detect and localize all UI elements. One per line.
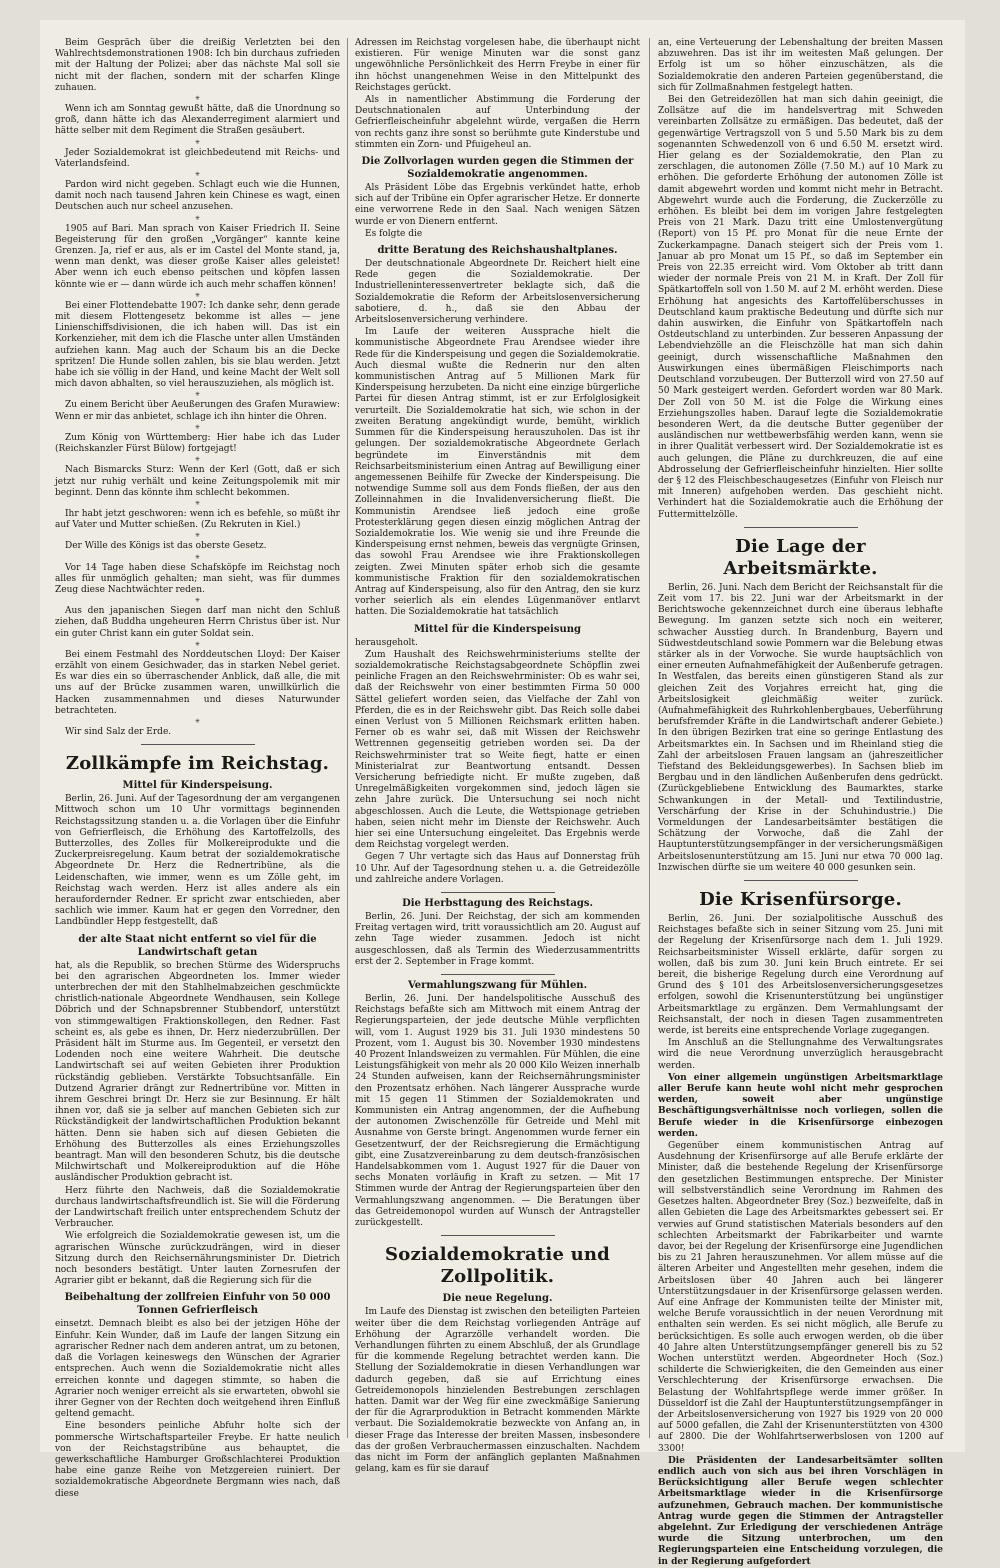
quote-paragraph: Wir sind Salz der Erde.: [65, 726, 172, 737]
separator-mark: ✳: [194, 553, 201, 561]
quote-paragraph: 1905 auf Bari. Man sprach von Kaiser Friedrich II. Seine Begeisterung für den großen „Vorgänger“ kannte keine Grenzen. Ja, rief er aus, als er im Castel del Monte stand, ja, wenn man denkt, was dieser große Kaiser alles geleistet! Aber wenn ich euch ebenso peitschen und köpfen lassen könnte wie er — dann würde ich auch mehr schaffen können!: [55, 223, 340, 290]
quote-paragraph: Vor 14 Tage haben diese Schafsköpfe im Reichstag noch alles für unmöglich gehalten; man sieht, was für dummes Zeug diese Nachtwächter reden.: [55, 562, 340, 595]
headline-zollkaempfe: Zollkämpfe im Reichstag.: [65, 753, 330, 775]
article-paragraph: Als in namentlicher Abstimmung die Forderung der Deutschnationalen auf Unterbindung der Gefrierfleischeinfuhr abgelehnt würde, vergaßen die Herrn von rechts ganz ihre sonst so berühmte gute Kinderstube und stimmten ein Zorn- und Pfuigeheul an.: [355, 95, 640, 150]
subhead-kinderspeisung: Mittel für Kinderspeisung.: [122, 780, 273, 792]
separator-mark: ✳: [194, 456, 201, 464]
article-paragraph: an, eine Verteuerung der Lebenshaltung der breiten Massen abzuwehren. Das ist ihr im weitesten Maß gelungen. Der Erfolg ist um so höher einzuschätzen, als die Sozialdemokratie den anderen Parteien gegenüberstand, die sich für Zollmaßnahmen festgelegt hatten.: [658, 38, 943, 93]
article-paragraph: Berlin, 26. Juni. Auf der Tagesordnung der am vergangenen Mittwoch schon um 10 Uhr vormittags beginnenden Reichstagssitzung standen u. a. die Vorlagen über die Einfuhr von Gefrierfleisch, die Erhöhung des Kartoffelzolls, des Butterzolles, des Zolles für Molkereiprodukte und die Zuckerpreisregelung. Kaum betrat der sozialdemokratische Abgeordnete Dr. Herz die Rednertribüne, als die Leidenschaften, wie immer, wenn es um Zölle geht, im Reichstag wach werden. Herz ist alles andere als ein heraufordernder Redner. Er spricht zwar entschieden, aber sachlich wie immer. Kaum hat er gegen den Vorredner, den Landbündler Hepp festgestellt, daß: [55, 794, 340, 928]
column-rule: [649, 38, 650, 1438]
separator-mark: ✳: [194, 391, 201, 399]
quote-paragraph: Der Wille des Königs ist das oberste Gesetz.: [65, 541, 267, 552]
article-paragraph: Wie erfolgreich die Sozialdemokratie gewesen ist, um die agrarischen Wünsche zurückzudrängen, wird in dieser Sitzung durch den Reichsernährungsminister Dr. Dietrich noch besonders bestätigt. Unter lauten Zornesrufen der Agrarier gibt er bekannt, daß die Regierung sich für die: [55, 1231, 340, 1287]
separator-mark: ✳: [194, 214, 201, 222]
headline-vermahlungszwang: Vermahlungszwang für Mühlen.: [407, 980, 588, 992]
column-2: [355, 38, 640, 1475]
separator-mark: ✳: [194, 532, 201, 540]
column-1: [55, 38, 340, 1499]
separator-mark: ✳: [194, 171, 201, 179]
inline-emphasis: Beibehaltung der zollfreien Einfuhr von 50 000 Tonnen Gefrierfleisch: [64, 1292, 331, 1317]
separator-mark: ✳: [194, 423, 201, 431]
separator-mark: ✳: [194, 499, 201, 507]
separator-mark: ✳: [194, 640, 201, 648]
inline-emphasis: der alte Staat nicht entfernt so viel für die Landwirtschaft getan: [78, 933, 317, 958]
article-paragraph: Von einer allgemein ungünstigen Arbeitsmarktlage aller Berufe kann heute wohl nicht mehr gesprochen werden, soweit aber ungünstige Beschäftigungsverhältnisse noch vorliegen, sollen die Berufe wieder in die Krisenfürsorge einbezogen werden.: [658, 1072, 943, 1139]
quote-paragraph: Wenn ich am Sonntag gewußt hätte, daß die Unordnung so groß, dann hätte ich das Alexanderregiment alarmiert und hätte selber mit dem Regiment die Straßen gesäubert.: [55, 104, 340, 137]
quote-paragraph: Ihr habt jetzt geschworen: wenn ich es befehle, so müßt ihr auf Vater und Mutter schießen. (Zu Rekruten in Kiel.): [55, 508, 340, 531]
subhead-haushaltplan: dritte Beratung des Reichshaushaltplanes.: [377, 245, 618, 257]
article-paragraph: Es folgte die: [365, 228, 423, 239]
section-divider: [441, 892, 555, 893]
headline-krisenfuersorge: Die Krisenfürsorge.: [699, 889, 902, 911]
headline-sozialdemokratie-zollpolitik: Sozialdemokratie und Zollpolitik.: [385, 1244, 610, 1288]
article-paragraph: einsetzt. Demnach bleibt es also bei der jetzigen Höhe der Einfuhr. Kein Wunder, daß im Laufe der langen Sitzung ein agrarischer Redner nach dem anderen antrat, um zu betonen, daß die Vorlagen keineswegs den Wünschen der Agrarier entsprechen. Auch wenn die Sozialdemokratie nicht alles erreichen konnte und dagegen stimmte, so haben die Agrarier noch weniger erreicht als sie erwarteten, obwohl sie ihrer Gegner von der Rechten doch weitgehend ihren Einfluß geltend gemacht.: [55, 1319, 340, 1420]
article-paragraph: Berlin, 26. Juni. Nach dem Bericht der Reichsanstalt für die Zeit vom 17. bis 22. Juni war der Arbeitsmarkt in der Berichtswoche gekennzeichnet durch eine überaus lebhafte Bewegung. Im ganzen setzte sich noch ein weiterer, schwacher Ausstieg durch. In Brandenburg, Bayern und Südwestdeutschland sowie Pommern war die Belebung etwas stärker als in der Vorwoche. Sie wurde hauptsächlich von einer erneuten Aufnahmefähigkeit der Außenberufe getragen. In Westfalen, das bereits einen günstigeren Stand als zur gleichen Zeit des Vorjahres erreicht hat, ging die Arbeitslosigkeit gleichmäßig weiter zurück. (Aufnahmefähigkeit des Ruhrkohlenbergbaues, Ueberführung berufsfremder Kräfte in die Landwirtschaft anderer Gebiete.) In den übrigen Bezirken trat eine so geringe Entlastung des Arbeitsmarktes ein. In Sachsen und im Rheinland stieg die Zahl der arbeitslosen Frauen langsam an (jahreszeitlicher Tiefstand des Bekleidungsgewerbes). In Sachsen blieb im Bergbau und in den ländlichen Außenberufen dens gedrückt. (Zurückgebliebene Entwicklung des Baumarktes, starke Schwankungen in der Metall- und Textilindustrie, Verschärfung der Krise in der Schuhindustrie.) Die Vormeldungen der Landesarbeitsämter bestätigen die Schätzung der Vorwoche, daß die Zahl der Hauptunterstützungsempfänger in der versicherungsmäßigen Arbeitslosenunterstützung am 15. Juni nur etwa 70 000 lag. Inzwischen dürfte sie um weitere 40 000 gesunken sein.: [658, 582, 943, 873]
article-paragraph: Gegen 7 Uhr vertagte sich das Haus auf Donnerstag früh 10 Uhr. Auf der Tagesordnung stehen u. a. die Getreidezölle und zahlreiche andere Vorlagen.: [355, 852, 640, 885]
quotes-section: [55, 38, 340, 738]
newspaper-page: [40, 20, 965, 1567]
article-paragraph: Eine besonders peinliche Abfuhr holte sich der pommersche Wirtschaftsparteiler Freybe. Er hatte neulich von der Reichstagstribüne aus behauptet, die gewerkschaftliche Hamburger Großschlachterei Produktion habe eine ganze Reihe von Metzgereien ruiniert. Der sozialdemokratische Abgeordnete Bergmann wies nach, daß diese: [55, 1421, 340, 1499]
article-paragraph: Als Präsident Löbe das Ergebnis verkündet hatte, erhob sich auf der Tribüne ein Opfer agrarischer Hetze. Er donnerte eine verworrene Rede in den Saal. Nach wenigen Sätzen wurde er von Dienern entfernt.: [355, 183, 640, 227]
separator-mark: ✳: [194, 717, 201, 725]
article-paragraph: Im Anschluß an die Stellungnahme des Verwaltungsrates wird die neue Verordnung unverzüglich herausgebracht werden.: [658, 1038, 943, 1071]
article-paragraph: Berlin, 26. Juni. Der Reichstag, der sich am kommenden Freitag vertagen wird, tritt voraussichtlich am 20. August auf zehn Tage wieder zusammen. Jedoch ist nicht ausgeschlossen, daß als Termin des Wiederzusammentritts erst der 2. September in Frage kommt.: [355, 912, 640, 967]
article-paragraph: Die Präsidenten der Landesarbeitsämter sollten endlich auch von sich aus bei ihren Vorschlägen in Berücksichtigung aller Berufe wegen schlechter Arbeitsmarktlage wieder in die Krisenfürsorge aufzunehmen, Gebrauch machen. Der kommunistische Antrag wurde gegen die Stimmen der Antragsteller abgelehnt. Zur Erledigung der verschiedenen Anträge wurde die Sitzung unterbrochen, um den Regierungsparteien eine Entscheidung vorzulegen, die in der Regierung aufgefordert: [658, 1455, 943, 1567]
quote-paragraph: Zu einem Bericht über Aeußerungen des Grafen Murawiew: Wenn er mir das anbietet, schlage ich ihn hinter die Ohren.: [55, 400, 340, 422]
column-rule: [347, 38, 348, 1438]
quote-paragraph: Jeder Sozialdemokrat ist gleichbedeutend mit Reichs- und Vaterlandsfeind.: [55, 147, 340, 169]
article-paragraph: Der deutschnationale Abgeordnete Dr. Reichert hielt eine Rede gegen die Sozialdemokratie. Der Industrielleninteressenvertreter beklagte sich, daß die Sozialdemokratie die Reform der Arbeitslosenversicherung sabotiere, d. h., daß sie den Abbau der Arbeitslosenversicherung verhindere.: [355, 259, 640, 326]
section-divider: [141, 744, 255, 745]
article-paragraph: Berlin, 26. Juni. Der handelspolitische Ausschuß des Reichstags befaßte sich am Mittwoch mit einem Antrag der Regierungsparteien, der jede deutsche Mühle verpflichten will, vom 1. August 1929 bis 31. Juli 1930 mindestens 50 Prozent, vom 1. August bis 30. November 1930 mindestens 40 Prozent Inlandsweizen zu vermahlen. Für Mühlen, die eine Leistungsfähigkeit von mehr als 20 000 Kilo Weizen innerhalb 24 Stunden aufweisen, kann der Reichsernährungsminister den Prozentsatz erhöhen. Nach längerer Aussprache wurde mit 15 gegen 11 Stimmen der Sozialdemokraten und Kommunisten ein Antrag angenommen, der die Aufhebung der autonomen Zwischenzölle für Getreide und Mehl mit Ausnahme von Gerste bringt. Angenommen wurde ferner ein Gesetzentwurf, der der Reichsregierung die Ermächtigung gibt, eine Zusatzvereinbarung zu dem deutsch-französischen Handelsabkommen vom 1. August 1927 für die Dauer von sechs Monaten vorläufig in Kraft zu setzen. — Mit 17 Stimmen wurde der Antrag der Regierungsparteien über den Vermahlungszwang angenommen. — Die Beratungen über das Getreidemonopol wurden auf Wunsch der Antragsteller zurückgestellt.: [355, 994, 640, 1229]
article-paragraph: Herz führte den Nachweis, daß die Sozialdemokratie durchaus landwirtschaftsfreundlich ist. Sie will die Förderung der Landwirtschaft freilich unter entsprechendem Schutz der Verbraucher.: [55, 1185, 340, 1230]
article-paragraph: herausgeholt.: [355, 637, 418, 648]
subhead-neue-regelung: Die neue Regelung.: [442, 1293, 553, 1305]
article-paragraph: Im Laufe der weiteren Aussprache hielt die kommunistische Abgeordnete Frau Arendsee wieder ihre Rede für die Kinderspeisung und gegen die Sozialdemokratie. Auch diesmal wußte die Rednerin nur den alten kommunistischen Antrag auf 5 Millionen Mark für Kinderspeisung herzubeten. Da nicht eine einzige bürgerliche Partei für diesen Antrag stimmt, ist er zur Erfolglosigkeit verurteilt. Die Sozialdemokratie hat sich, wie schon in der zweiten Beratung angekündigt wurde, bemüht, wirklich Summen für die Kinderspeisung herauszuholen. Das ist ihr gelungen. Der sozialdemokratische Abgeordnete Gerlach begründete im Einverständnis mit dem Reichsarbeitsministerium einen Antrag auf Bewilligung einer angemessenen Beihilfe für Zwecke der Kinderspeisung. Die notwendige Summe soll aus dem Fonds fließen, der aus den Zolleinnahmen in die Invalidenversicherung fließt. Die Kommunistin Arendsee ließ jedoch eine große Protesterklärung gegen diesen einzig möglichen Antrag der Sozialdemokratie los. Wie wenig sie und ihre Freunde die Kinderspeisung ernst nehmen, beweis das vergnügte Grinsen, das sowohl Frau Arendsee wie ihre Fraktionskollegen zeigten. Zwei Minuten später erhob sich die gesamte kommunistische Fraktion für den sozialdemokratischen Antrag auf Kinderspeisung, also für den Antrag, den sie kurz vorher seierlich als ein elendes Lügenmanöver entlarvt hatten. Die Sozialdemokratie hat tatsächlich: [355, 327, 640, 618]
article-paragraph: Im Laufe des Dienstag ist zwischen den beteiligten Parteien weiter über die dem Reichstag vorliegenden Anträge auf Erhöhung der Agrarzölle verhandelt worden. Die Verhandlungen führten zu einem Abschluß, der als Grundlage für die kommende Regelung betrachtet werden kann. Die Stellung der Sozialdemokratie in diesen Verhandlungen war dadurch gegeben, daß sie auf Errichtung eines Getreidemonopols hinzielenden Bestrebungen zerschlagen hatten. Damit war der Weg für eine zweckmäßige Sanierung der für die Agrarproduktion in Betracht kommenden Märkte verbaut. Die Sozialdemokratie bezweckte von Anfang an, in dieser Frage das Interesse der breiten Massen, insbesondere das der großen Verbrauchermassen einzuschalten. Nachdem das nicht im Form der anfänglich geplanten Maßnahmen gelang, kam es für sie darauf: [355, 1307, 640, 1475]
article-paragraph: Adressen im Reichstag vorgelesen habe, die überhaupt nicht existieren. Für wenige Minuten war die sonst ganz ungewöhnliche Persönlichkeit des Herrn Freybe in einer für ihn höchst unangenehmen Weise in den Mittelpunkt des Reichstages gerückt.: [355, 38, 640, 93]
headline-arbeitsmaerkte: Die Lage der Arbeitsmärkte.: [723, 535, 878, 579]
quote-paragraph: Pardon wird nicht gegeben. Schlagt euch wie die Hunnen, damit noch nach tausend Jahren kein Chinese es wagt, einen Deutschen auch nur scheel anzusehen.: [55, 180, 340, 213]
separator-mark: ✳: [194, 597, 201, 605]
separator-mark: ✳: [194, 291, 201, 299]
article-paragraph: Zum Haushalt des Reichswehrministeriums stellte der sozialdemokratische Reichstagsabgeordnete Schöpflin zwei peinliche Fragen an den Reichswehrminister: Ob es wahr sei, daß der Reichswehr von einer bestimmten Firma 50 000 Sättel geliefert worden seien, das Vielfache der Zahl von Pferden, die es in der Reichswehr gibt. Das Reich solle dabei einen Verlust von 5 Millionen Reichsmark erlitten haben. Ferner ob es wahr sei, daß mit Wissen der Reichswehr Wettrennen gegenseitig getrieben worden sei. Da der Reichswehrminister trat so Weite fiegt, hatte er einen Ministerialrat zur Beantwortung entsandt. Dessen Versicherung befriedigte nicht. Er mußte zugeben, daß Unregelmäßigkeiten vorgekommen sind, jedoch lägen sie zehn Jahre zurück. Die Untersuchung sei noch nicht abgeschlossen. Auch die Leute, die Wettspionage getrieben haben, seien nicht mehr im Dienste der Reichswehr. Auch hier sei eine Untersuchung eingeleitet. Das Ergebnis werde dem Reichstag vorgelegt werden.: [355, 649, 640, 851]
section-divider: [744, 880, 858, 881]
separator-mark: ✳: [194, 95, 201, 103]
quote-paragraph: Aus den japanischen Siegen darf man nicht den Schluß ziehen, daß Buddha ungeheuren Herrn Christus über ist. Nur ein guter Christ kann ein guter Soldat sein.: [55, 606, 340, 639]
article-paragraph: Berlin, 26. Juni. Der sozialpolitische Ausschuß des Reichstages befaßte sich in seiner Sitzung vom 25. Juni mit der Regelung der Krisenfürsorge nach dem 1. Juli 1929. Reichsarbeitsminister Wissell erklärte, dafür sorgen zu wollen, daß bis zum 30. Juni kein Bruch eintrete. Er sei bereit, die bisherige Regelung durch eine Verordnung auf Grund des § 101 des Arbeitslosenversicherungsgesetzes erfolgen, sowohl die Krisenunterstützung bei ungünstiger Arbeitsmarktlage zu ergänzen. Dem Vermahlungsamt der Reichsanstalt, der noch in diesen Tagen zusammentreten werde, ist bereits eine entsprechende Vorlage zugegangen.: [658, 914, 943, 1037]
subhead-zollvorlagen: Die Zollvorlagen wurden gegen die Stimmen der Sozialdemokratie angenommen.: [361, 156, 634, 181]
article-paragraph: Bei den Getreidezöllen hat man sich dahin geeinigt, die Zollsätze auf die im handelsvertrag mit Schweden vereinbarten Zollsätze zu ermäßigen. Das bedeutet, daß der gegenwärtige Vertragszoll von 5 und 5.50 Mark bis zu dem sogenannten Schwedenzoll von 6 und 6.50 M. ersetzt wird. Hier gelang es der Sozialdemokratie, den Plan zu zerschlagen, die autonomen Zölle (7.50 M.) auf 10 Mark zu erhöhen. Die geforderte Erhöhung der autonomen Zölle ist damit abgewehrt worden und kommt nicht mehr in Betracht. Abgewehrt wurde auch die Forderung, die Zuckerzölle zu erhöhen. Es bleibt bei dem im vorigen Jahre festgelegten Preis von 21 Mark. Dazu tritt eine Umlostenvergütung (Report) von 15 Pf. pro Monat für die neue Ernte der Zuckerkampagne. Danach steigert sich der Preis vom 1. Januar ab pro Monat um 15 Pf., so daß im September ein Preis von 22.35 erreicht wird. Vom Oktober ab tritt dann wieder der normale Preis von 21 M. in Kraft. Der Zoll für Spätkartoffeln soll von 1.50 M. auf 2 M. erhöht werden. Diese Erhöhung hat angesichts des Kartoffelüberschusses in Deutschland kaum praktische Bedeutung und dürfte sich nur dahin auswirken, die Einfuhr von Spätkartoffeln nach Ostdeutschland zu unterbinden. Zur besseren Anpassung der Lebendviehzölle an die Fleischzölle hat man sich dahin geeinigt, durch wissenschaftliche Maßnahmen den Auswirkungen eines übermäßigen Fleischimports nach Deutschland vorzubeugen. Der Butterzoll wird von 27.50 auf 50 Mark gesteigert werden. Gefordert worden war 80 Mark. Der Zoll von 50 M. ist die Folge die Wirkung eines Erziehungszolles haben. Darauf legte die Sozialdemokratie besonderen Wert, da die deutsche Butter gegenüber der ausländischen nur wettbewerbsfähig werden kann, wenn sie in ihrer Qualität verbessert wird. Der Sozialdemokratie ist es auch gelungen, die Pläne zu durchkreuzen, die auf eine Abdrosselung der Gefrierfleischeinfuhr hinzielten. Hier sollte der § 12 des Fleischbeschaugesetzes (Einfuhr von Fleisch nur mit Inneren) aufgehoben werden. Das geschieht nicht. Verhindert hat die Sozialdemokratie auch die Erhöhung der Futtermittelzölle.: [658, 95, 943, 520]
headline-herbsttagung: Die Herbsttagung des Reichstags.: [402, 898, 593, 910]
quote-paragraph: Bei einer Flottendebatte 1907: Ich danke sehr, denn gerade mit diesem Flottengesetz bekomme ist alles — jene Linienschiffsdivisionen, die ich haben will. Das ist ein Korkenzieher, mit dem ich die Flasche unter allen Umständen aufziehen kann. Mag auch der Schaum bis an die Decke spritzen! Die Hunde sollen zahlen, bis sie blau werden. Jetzt habe ich sie völlig in der Hand, und keine Macht der Welt soll mich davon abhalten, so viel herauszuziehen, als möglich ist.: [55, 300, 340, 390]
quote-paragraph: Beim Gespräch über die dreißig Verletzten bei den Wahlrechtsdemonstrationen 1908: Ich bin durchaus zufrieden mit der Haltung der Polizei; aber das nächste Mal soll sie nicht mit der flachen, sondern mit der scharfen Klinge zuhauen.: [55, 38, 340, 93]
quote-paragraph: Zum König von Württemberg: Hier habe ich das Luder (Reichskanzler Fürst Bülow) fortgejagt!: [55, 432, 340, 455]
separator-mark: ✳: [194, 138, 201, 146]
article-paragraph: hat, als die Republik, so brechen Stürme des Widerspruchs bei den agrarischen Abgeordneten los. Immer wieder unterbrechen der mit den Stahlhelmabzeichen geschmückte christlich-nationale Abgeordnete Wendhausen, sein Kollege Döbrich und der Schnapsbrenner Stubbendorf, unterstützt von stimmgewaltigen Fraktionskollegen, den Redner. Fast scheint es, als gebe es ihnen, Dr. Herz niederzubrüllen. Der Präsident hält im Sturme aus. Im Gegenteil, er versetzt den Lodenden noch eine weitere Wahrheit. Die deutsche Landwirtschaft sei auf weiten Gebieten ihrer Produktion rückständig geblieben. Verstärkte Tobsuchtsanfälle. Ein Dutzend Agrarier drängt zur Rednertribüne vor. Mitten in ihrem Geschrei bringt Dr. Herz sie zur Besinnung. Er hält ihnen vor, daß sie ja selber auf manchen Gebieten sich zur Rückständigkeit der landwirtschaftlichen Produktion bekannt hätten. Denn sie haben sich auf diesen Gebieten die Erhöhung des Butterzolles als eines Erziehungszolles beantragt. Man will den besonderen Schutz, bis die deutsche Milchwirtschaft und Molkereiproduktion auf die Höhe ausländischer Produktion gebracht ist.: [55, 960, 340, 1184]
subhead-mittel-kinderspeisung: Mittel für die Kinderspeisung: [413, 623, 582, 635]
section-divider: [441, 974, 555, 975]
column-3: [658, 38, 943, 1567]
quote-paragraph: Bei einem Festmahl des Norddeutschen Lloyd: Der Kaiser erzählt von einem Gesichwader, das in starken Nebel geriet. Es war dies ein so überraschender Anblick, daß alle, die mit uns auf der Brücke zusammen waren, unwillkürlich die Hacken zusammennahmen und dieses Naturwunder betrachteten.: [55, 649, 340, 716]
section-divider: [441, 1235, 555, 1236]
section-divider: [744, 527, 858, 528]
article-paragraph: Gegenüber einem kommunistischen Antrag auf Ausdehnung der Krisenfürsorge auf alle Berufe erklärte der Minister, daß die bestehende Regelung der Krisenfürsorge den gesetzlichen Bestimmungen entspreche. Der Minister will selbstverständlich seine Verordnung im Rahmen des Gesetzes halten. Abgeordneter Brey (Soz.) bezweifelte, daß in allen Gebieten die Lage des Arbeitsmarktes gebessert sei. Er verwies auf Grund statistischen Materials besonders auf den schlechten Arbeitsmarkt der Fabrikarbeiter und warnte davor, bei der Regelung der Krisenfürsorge eine Jugendlichen bis zu 21 Jahren herauszunehmen. Vor allem müsse auf die älteren Arbeiter und Angestellten mehr gesehen, indem die Arbeitslosen über 40 Jahren auch bei längerer Unterstützungsdauer in der Krisenfürsorge gelassen werden. Auf eine Anfrage der Kommunisten teilte der Minister mit, welche Berufe voraussichtlich in der neuen Verordnung mit enthalten sein werden. Es sei nicht möglich, alle Berufe zu berücksichtigen. Es solle auch erwogen werden, ob die über 40 Jahre alten Unterstützungsempfänger generell bis zu 52 Wochen unterstützt werden. Abgeordneter Hoch (Soz.) schilderte die Schwierigkeiten, die den Gemeinden aus einer Verschlechterung der Krisenfürsorge erwachsen. Die Belastung der Wohlfahrtspflege werde immer größer. In Düsseldorf ist die Zahl der Hauptunterstützungsempfänger in der Arbeitslosenversicherung von 1927 bis 1929 von 20 000 auf 5000 gefallen, die Zahl der Krisenunterstützten von 4300 auf 2800. Die der Wohlfahrtserwerbslosen von 1200 auf 3300!: [658, 1141, 943, 1454]
quote-paragraph: Nach Bismarcks Sturz: Wenn der Kerl (Gott, daß er sich jetzt nur ruhig verhält und keine Zeitungspolemik mit mir beginnt. Denn das könnte ihm schlecht bekommen.: [55, 465, 340, 498]
